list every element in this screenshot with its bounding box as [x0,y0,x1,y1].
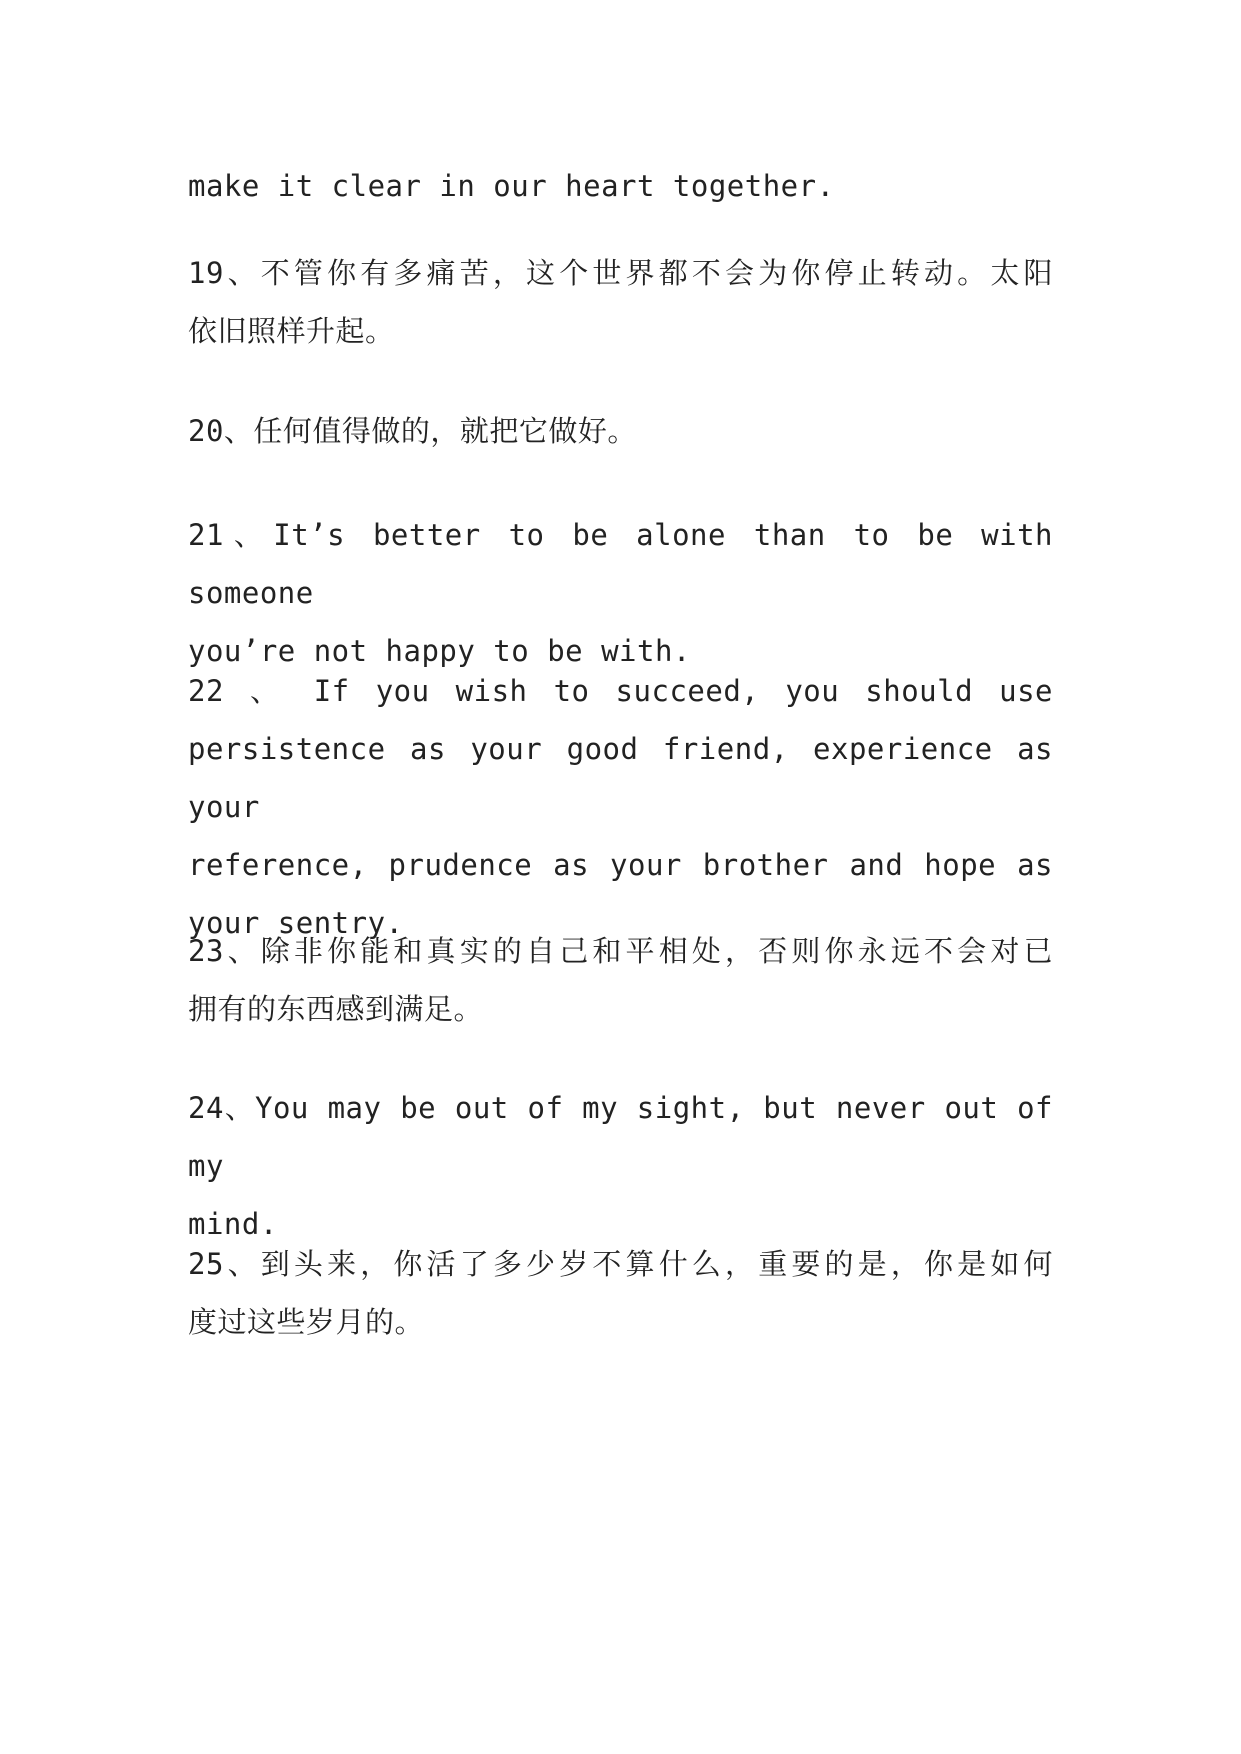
text-line: 24、You may be out of my sight, but never out of my [188,1091,1053,1183]
text-line: 拥有的东西感到满足。 [188,992,484,1026]
text-line: mind. [188,1207,278,1241]
paragraph-24 [188,1079,1053,1253]
text-line: 23、除非你能和真实的自己和平相处，否则你永远不会对已 [188,934,1053,968]
text-line: 依旧照样升起。 [188,314,395,348]
text-line: 21、It’s better to be alone than to be with someone [188,518,1053,610]
paragraph-19 [188,244,1053,360]
text-line: 19、不管你有多痛苦，这个世界都不会为你停止转动。太阳 [188,256,1053,290]
text-line: 20、任何值得做的，就把它做好。 [188,414,637,448]
text-line: 22 、 If you wish to succeed, you should use [188,674,1053,708]
paragraph-20 [188,402,1053,460]
paragraph-22 [188,662,1053,952]
text-line: make it clear in our heart together. [188,169,835,203]
text-line: reference, prudence as your brother and hope as [188,848,1053,882]
paragraph-21 [188,506,1053,680]
paragraph-25 [188,1235,1053,1351]
text-line: 度过这些岁月的。 [188,1305,425,1339]
paragraph-23 [188,922,1053,1038]
paragraph-continuation [188,157,1053,215]
text-line: persistence as your good friend, experience as your [188,732,1053,824]
text-line: you’re not happy to be with. [188,634,691,668]
text-line: your sentry. [188,906,404,940]
text-line: 25、到头来，你活了多少岁不算什么，重要的是，你是如何 [188,1247,1053,1281]
